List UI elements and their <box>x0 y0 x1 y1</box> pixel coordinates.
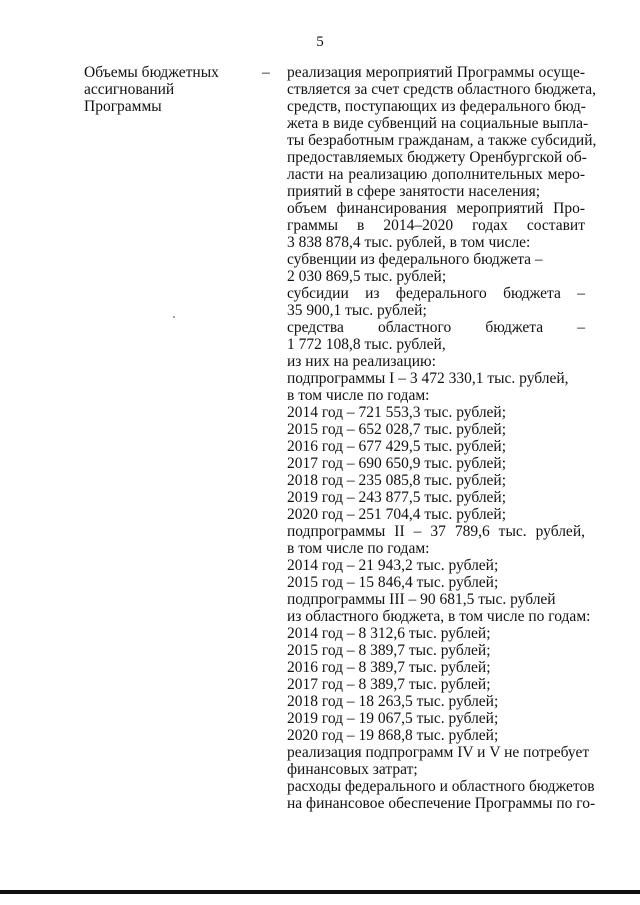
text-line: на финансовое обеспечение Программы по го- <box>287 795 596 812</box>
text-line: 2016 год – 8 389,7 тыс. рублей; <box>287 659 491 676</box>
text-line: 2014 год – 8 312,6 тыс. рублей; <box>287 625 491 642</box>
text-line: 2015 год – 8 389,7 тыс. рублей; <box>287 642 491 659</box>
text-line: 2017 год – 690 650,9 тыс. рублей; <box>287 455 507 472</box>
text-line: подпрограммы III – 90 681,5 тыс. рублей <box>287 591 556 608</box>
scan-speck <box>173 316 175 318</box>
text-line: расходы федерального и областного бюджетов <box>287 778 595 795</box>
text-line: жета в виде субвенций на социальные выпла- <box>287 115 589 132</box>
label-dash: – <box>262 64 270 81</box>
text-line: из них на реализацию: <box>287 353 436 370</box>
text-line: в том числе по годам: <box>287 540 430 557</box>
text-line: 2014 год – 721 553,3 тыс. рублей; <box>287 404 507 421</box>
text-line: 2015 год – 652 028,7 тыс. рублей; <box>287 421 507 438</box>
text-line: 3 838 878,4 тыс. рублей, в том числе: <box>287 234 531 251</box>
text-line: предоставляемых бюджету Оренбургской об- <box>287 149 587 166</box>
text-line: средства областного бюджета – <box>287 319 585 336</box>
text-line: из областного бюджета, в том числе по годам: <box>287 608 591 625</box>
text-line: ласти на реализацию дополнительных меро- <box>287 166 585 183</box>
text-line: 2017 год – 8 389,7 тыс. рублей; <box>287 676 491 693</box>
section-label-line: ассигнований Программы <box>84 81 175 115</box>
text-line: подпрограммы II – 37 789,6 тыс. рублей, <box>287 523 585 540</box>
text-line: реализация мероприятий Программы осуще- <box>287 64 585 81</box>
page-number: 5 <box>316 34 324 50</box>
section-label <box>84 64 254 115</box>
section-label-line: Объемы бюджетных <box>84 64 219 81</box>
text-line: 2016 год – 677 429,5 тыс. рублей; <box>287 438 507 455</box>
text-line: в том числе по годам: <box>287 387 430 404</box>
text-line: объем финансирования мероприятий Про- <box>287 200 585 217</box>
text-line: субсидии из федерального бюджета – <box>287 285 585 302</box>
text-line: 2019 год – 243 877,5 тыс. рублей; <box>287 489 507 506</box>
text-line: 2015 год – 15 846,4 тыс. рублей; <box>287 574 499 591</box>
text-line: 2018 год – 18 263,5 тыс. рублей; <box>287 693 499 710</box>
text-line: 35 900,1 тыс. рублей; <box>287 302 427 319</box>
text-line: реализация подпрограмм IV и V не потребует <box>287 744 590 761</box>
text-line: 2 030 869,5 тыс. рублей; <box>287 268 447 285</box>
text-line: 2020 год – 19 868,8 тыс. рублей; <box>287 727 499 744</box>
text-line: финансовых затрат; <box>287 761 418 778</box>
budget-description <box>287 64 597 812</box>
text-line: подпрограммы I – 3 472 330,1 тыс. рублей, <box>287 370 569 387</box>
text-line: приятий в сфере занятости населения; <box>287 183 541 200</box>
text-line: 1 772 108,8 тыс. рублей, <box>287 336 446 353</box>
text-line: 2018 год – 235 085,8 тыс. рублей; <box>287 472 507 489</box>
bottom-rule <box>0 890 640 894</box>
text-line: граммы в 2014–2020 годах составит <box>287 217 585 234</box>
text-line: ствляется за счет средств областного бюджета, <box>287 81 596 98</box>
text-line: субвенции из федерального бюджета – <box>287 251 543 268</box>
text-line: ты безработным гражданам, а также субсидий, <box>287 132 597 149</box>
text-line: средств, поступающих из федерального бюд- <box>287 98 586 115</box>
text-line: 2020 год – 251 704,4 тыс. рублей; <box>287 506 507 523</box>
text-line: 2019 год – 19 067,5 тыс. рублей; <box>287 710 499 727</box>
text-line: 2014 год – 21 943,2 тыс. рублей; <box>287 557 499 574</box>
